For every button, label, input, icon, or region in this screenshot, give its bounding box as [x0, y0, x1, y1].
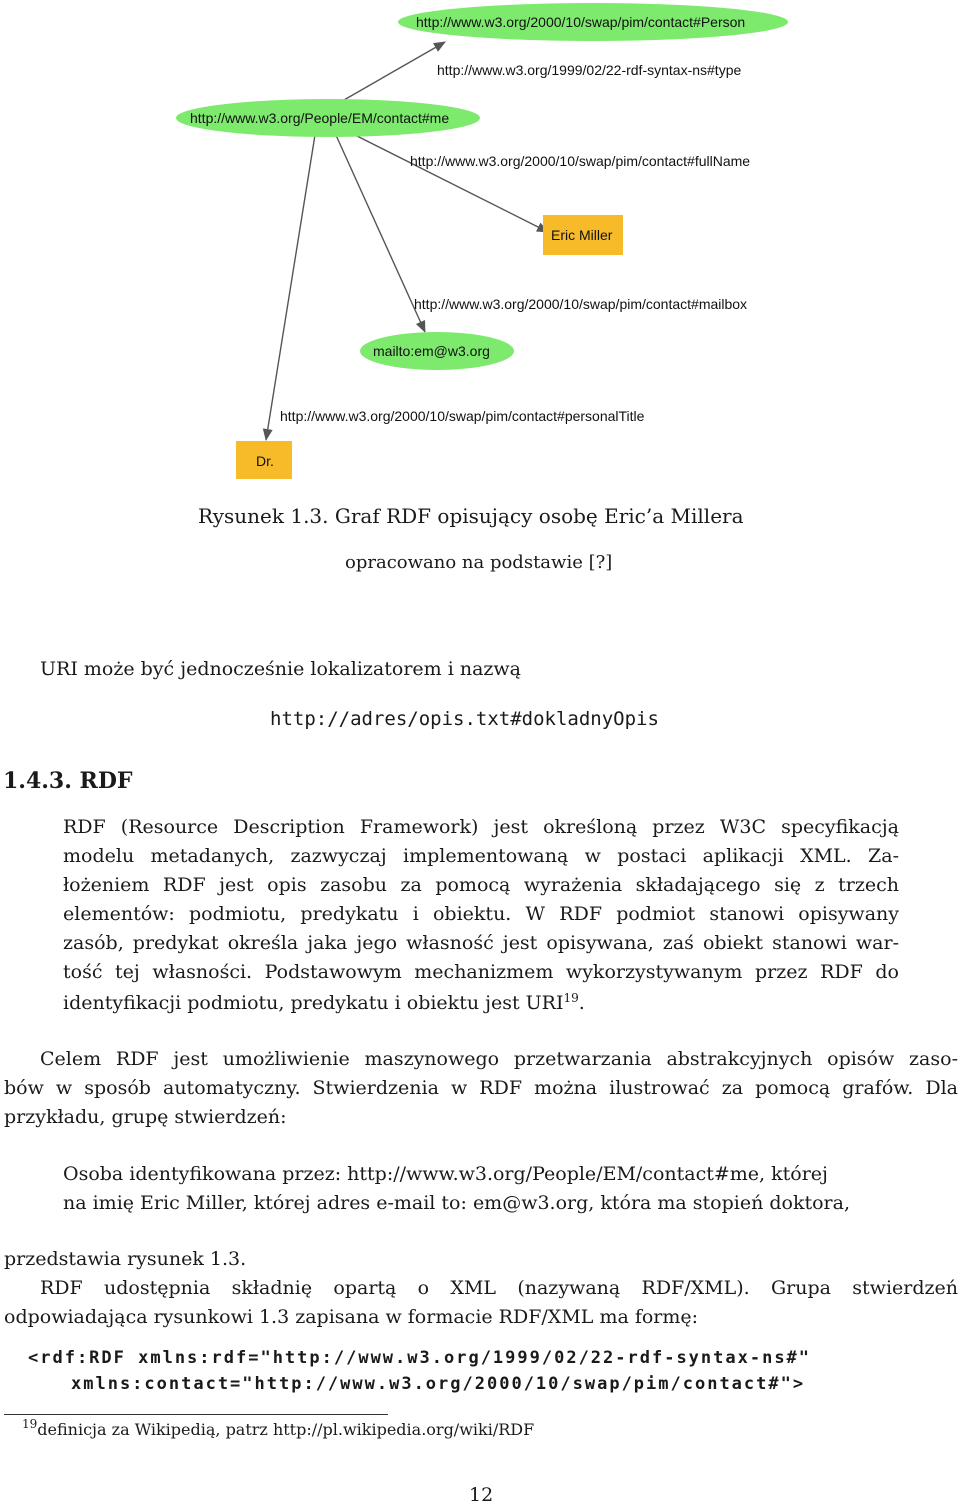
- para1-line-5: zasób, predykat określa jaka jego własność jest opisywana, zaś obiekt stanowi war-: [63, 932, 899, 954]
- para1-last-text: identyfikacji podmiotu, predykatu i obiektu jest URI: [63, 992, 564, 1014]
- para1-line-2: modelu metadanych, zazwyczaj implementowaną w postaci aplikacji XML. Za-: [63, 845, 899, 867]
- node-mail-label: mailto:em@w3.org: [373, 343, 490, 359]
- edge-mailbox-label: http://www.w3.org/2000/10/swap/pim/contact#mailbox: [414, 296, 748, 312]
- para1-period: .: [578, 992, 585, 1014]
- code-line-1: <rdf:RDF xmlns:rdf="http://www.w3.org/1999/02/22-rdf-syntax-ns#": [28, 1348, 812, 1368]
- node-person-label: http://www.w3.org/2000/10/swap/pim/contact#Person: [416, 14, 746, 30]
- para1-line-4: elementów: podmiotu, predykatu i obiektu. W RDF podmiot stanowi opisywany: [63, 903, 899, 925]
- edge-fullname-label: http://www.w3.org/2000/10/swap/pim/contact#fullName: [410, 153, 751, 169]
- para2-line-1: Celem RDF jest umożliwienie maszynowego przetwarzania abstrakcyjnych opisów zaso-: [40, 1048, 958, 1070]
- section-heading: 1.4.3. RDF: [3, 768, 133, 794]
- edge-personal-title: [266, 135, 315, 440]
- footnote-mark: 19: [22, 1417, 38, 1431]
- figure-source: opracowano na podstawie [?]: [345, 552, 613, 573]
- footnote-rule: [4, 1414, 388, 1415]
- edge-fullname: [345, 130, 548, 232]
- code-line-2: xmlns:contact="http://www.w3.org/2000/10/swap/pim/contact#">: [71, 1374, 806, 1394]
- edge-type-label: http://www.w3.org/1999/02/22-rdf-syntax-ns#type: [437, 62, 742, 78]
- rdf-graph-figure: [0, 0, 960, 500]
- para1-line-1: RDF (Resource Description Framework) jest określoną przez W3C specyfikacją: [63, 816, 899, 838]
- para2-line-3: przykładu, grupę stwierdzeń:: [4, 1106, 287, 1128]
- node-eric-label: Eric Miller: [551, 227, 613, 243]
- para2-line-2: bów w sposób automatyczny. Stwierdzenia w RDF można ilustrować za pomocą grafów. Dla: [4, 1077, 958, 1099]
- para3: przedstawia rysunek 1.3.: [4, 1248, 247, 1270]
- edge-personal-title-label: http://www.w3.org/2000/10/swap/pim/contact#personalTitle: [280, 408, 645, 424]
- quote-line-2: na imię Eric Miller, której adres e-mail to: em@w3.org, która ma stopień doktora,: [63, 1192, 850, 1214]
- edge-type: [330, 42, 445, 108]
- node-dr-label: Dr.: [256, 453, 274, 469]
- para1-line-6: tość tej własności. Podstawowym mechanizmem wykorzystywanym przez RDF do: [63, 961, 899, 983]
- para4-line-1: RDF udostępnia składnię opartą o XML (nazywaną RDF/XML). Grupa stwierdzeń: [40, 1277, 958, 1299]
- uri-sentence: URI może być jednocześnie lokalizatorem i nazwą: [40, 658, 521, 680]
- footnote-ref: 19: [563, 991, 579, 1005]
- uri-example: http://adres/opis.txt#dokladnyOpis: [270, 708, 659, 730]
- node-me-label: http://www.w3.org/People/EM/contact#me: [190, 110, 450, 126]
- footnote-text: definicja za Wikipedią, patrz http://pl.wikipedia.org/wiki/RDF: [37, 1420, 535, 1439]
- para1-line-7: [63, 989, 585, 1018]
- para4-line-2: odpowiadająca rysunkowi 1.3 zapisana w formacie RDF/XML ma formę:: [4, 1306, 699, 1328]
- page-number: 12: [469, 1484, 494, 1506]
- figure-caption: Rysunek 1.3. Graf RDF opisujący osobę Eric’a Millera: [198, 504, 744, 528]
- para1-line-3: łożeniem RDF jest opis zasobu za pomocą wyrażenia składającego się z trzech: [63, 874, 899, 896]
- footnote: [22, 1417, 535, 1439]
- quote-line-1: Osoba identyfikowana przez: http://www.w3.org/People/EM/contact#me, której: [63, 1163, 828, 1185]
